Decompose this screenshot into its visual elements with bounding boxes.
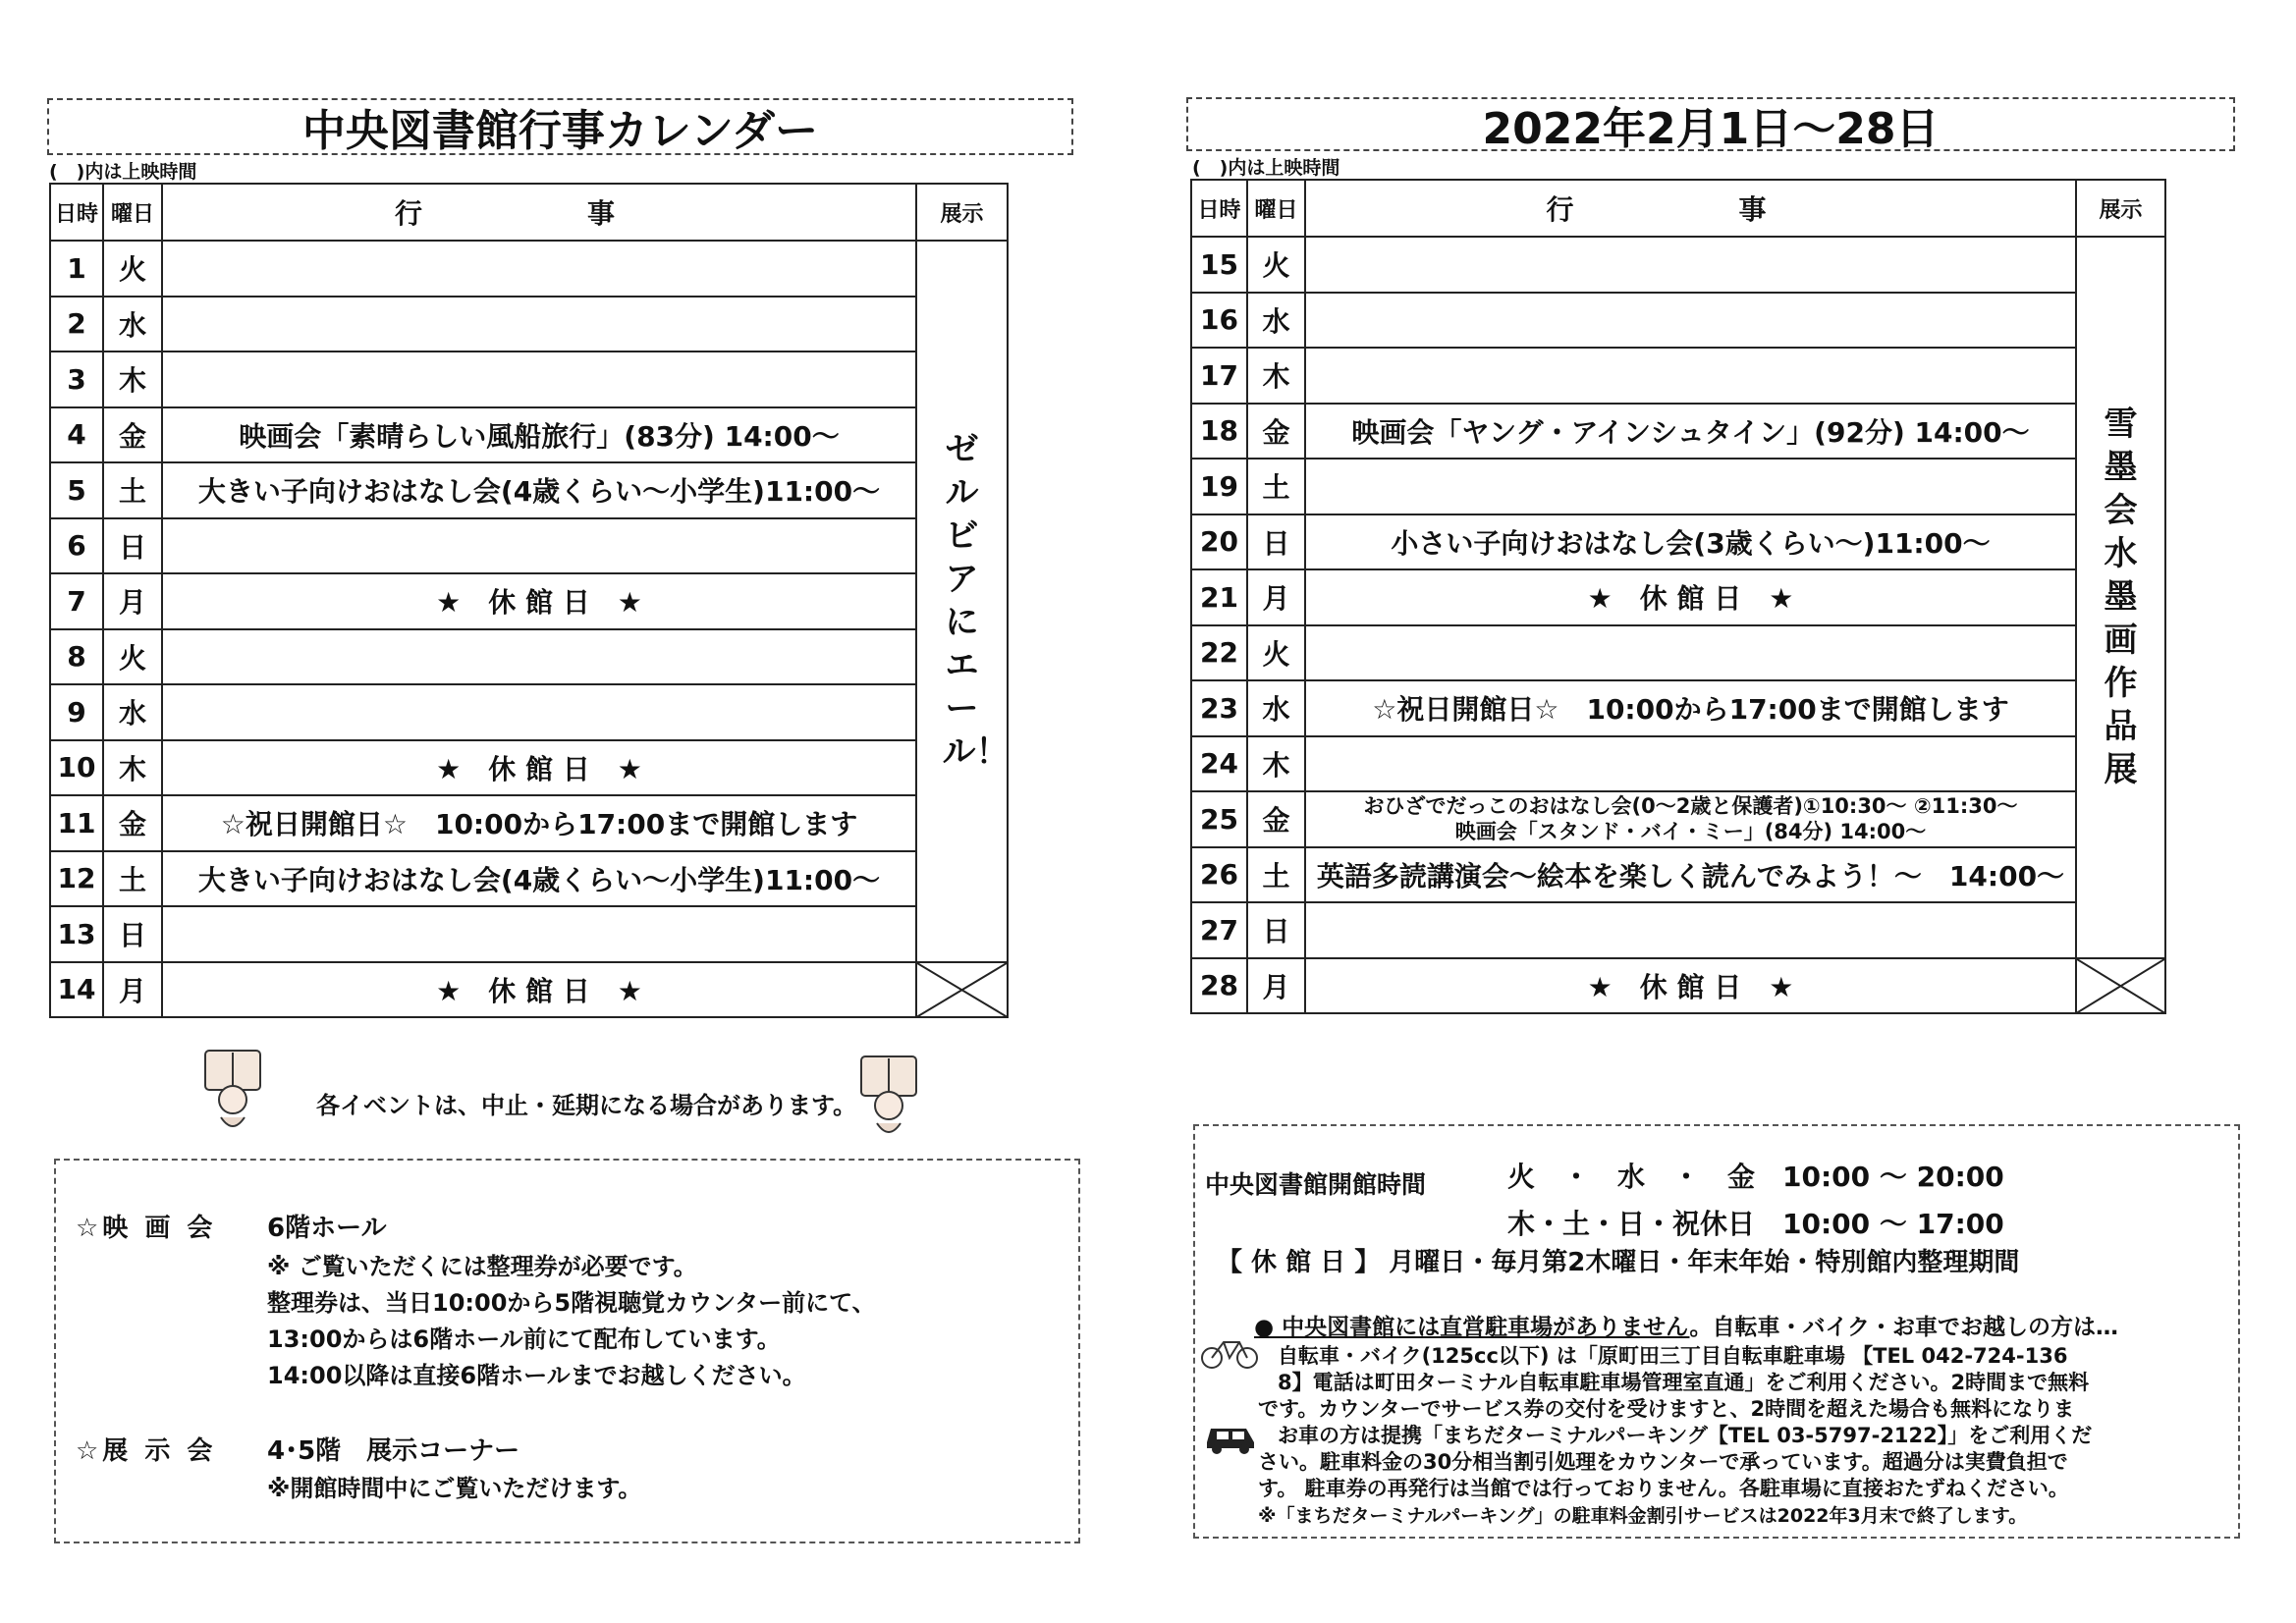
header-exhibit: 展示 bbox=[2076, 180, 2165, 237]
event-cell bbox=[1305, 736, 2076, 792]
header-event: 行 事 bbox=[1305, 180, 2076, 237]
parking-line: 8】電話は町田ターミナル自転車駐車場管理室直通」をご利用ください。2時間まで無料 bbox=[1278, 1371, 2090, 1394]
event-cell: 小さい子向けおはなし会(3歳くらい～)11:00～ bbox=[1305, 514, 2076, 570]
weekday-cell: 金 bbox=[1247, 404, 1305, 460]
right-note: ( )内は上映時間 bbox=[1192, 157, 1340, 179]
weekday-cell: 月 bbox=[1247, 569, 1305, 625]
event-cell: 英語多読講演会～絵本を楽しく読んでみよう！～ 14:00～ bbox=[1305, 847, 2076, 903]
date-cell: 25 bbox=[1191, 791, 1247, 847]
cross-mark-icon bbox=[917, 963, 1007, 1017]
weekday-cell: 木 bbox=[103, 352, 162, 407]
date-cell: 18 bbox=[1191, 404, 1247, 460]
cross-mark-icon bbox=[2077, 959, 2164, 1013]
date-cell: 26 bbox=[1191, 847, 1247, 903]
event-cell bbox=[1305, 625, 2076, 681]
date-cell: 24 bbox=[1191, 736, 1247, 792]
table-row bbox=[50, 297, 1008, 352]
weekday-cell: 土 bbox=[103, 851, 162, 907]
table-row bbox=[50, 851, 1008, 907]
event-notice: 各イベントは、中止・延期になる場合があります。 bbox=[316, 1092, 857, 1119]
weekday-cell: 土 bbox=[103, 462, 162, 518]
date-cell: 12 bbox=[50, 851, 103, 907]
header-date: 日時 bbox=[1191, 180, 1247, 237]
movie-place: 6階ホール bbox=[267, 1214, 387, 1243]
parking-headline bbox=[1254, 1309, 2118, 1341]
closed-days: 【 休 館 日 】 月曜日・毎月第2木曜日・年末年始・特別館内整理期間 bbox=[1217, 1248, 2020, 1277]
exhibit-title: ゼルビアにエール！ bbox=[942, 430, 1010, 773]
hours-label: 中央図書館開館時間 bbox=[1205, 1170, 1427, 1199]
date-cell: 16 bbox=[1191, 293, 1247, 349]
movie-label: ☆映 画 会 bbox=[76, 1214, 217, 1243]
event-cell bbox=[1305, 902, 2076, 958]
weekday-cell: 日 bbox=[1247, 514, 1305, 570]
weekday-cell: 火 bbox=[1247, 237, 1305, 293]
movie-line: 整理券は、当日10:00から5階視聴覚カウンター前にて、 bbox=[267, 1289, 876, 1317]
parking-line: です。カウンターでサービス券の交付を受けますと、2時間を超えた場合も無料になりま bbox=[1258, 1397, 2075, 1421]
crossed-cell bbox=[916, 962, 1008, 1018]
weekday-cell: 日 bbox=[1247, 902, 1305, 958]
left-title bbox=[47, 98, 1073, 155]
weekday-cell: 火 bbox=[1247, 625, 1305, 681]
parking-note: ※「まちだターミナルパーキング」の駐車料金割引サービスは2022年3月末で終了します。 bbox=[1258, 1505, 2028, 1527]
table-row bbox=[1191, 625, 2165, 681]
table-row bbox=[1191, 958, 2165, 1014]
table-row bbox=[1191, 293, 2165, 349]
weekday-cell: 水 bbox=[1247, 680, 1305, 736]
event-cell bbox=[1305, 348, 2076, 404]
table-row bbox=[50, 241, 1008, 297]
weekday-cell: 水 bbox=[1247, 293, 1305, 349]
table-header-row bbox=[1191, 180, 2165, 237]
weekday-cell: 月 bbox=[1247, 958, 1305, 1014]
event-cell bbox=[1305, 293, 2076, 349]
table-row bbox=[50, 352, 1008, 407]
weekday-cell: 水 bbox=[103, 684, 162, 740]
left-info-box bbox=[54, 1159, 1080, 1543]
exhibit-cell bbox=[2076, 237, 2165, 958]
parking-line: 自転車・バイク(125cc以下) は「原町田三丁目自転車駐車場 【TEL 042-724-136 bbox=[1278, 1344, 2068, 1368]
header-event: 行 事 bbox=[162, 184, 916, 241]
event-cell bbox=[162, 684, 916, 740]
right-title-text: 2022年2月1日～28日 bbox=[1482, 103, 1940, 154]
date-cell: 9 bbox=[50, 684, 103, 740]
weekday-cell: 火 bbox=[103, 241, 162, 297]
weekday-cell: 木 bbox=[1247, 736, 1305, 792]
parking-line: す。 駐車券の再発行は当館では行っておりません。各駐車場に直接おたずねください。 bbox=[1258, 1477, 2069, 1500]
date-cell: 3 bbox=[50, 352, 103, 407]
event-cell bbox=[162, 241, 916, 297]
date-cell: 22 bbox=[1191, 625, 1247, 681]
date-cell: 5 bbox=[50, 462, 103, 518]
date-cell: 27 bbox=[1191, 902, 1247, 958]
event-line: おひざでだっこのおはなし会(0～2歳と保護者)①10:30～ ②11:30～ bbox=[1363, 794, 2018, 819]
weekday-cell: 火 bbox=[103, 629, 162, 685]
parking-line: お車の方は提携「まちだターミナルパーキング【TEL 03-5797-2122】」をご利用くだ bbox=[1278, 1424, 2093, 1447]
table-row bbox=[50, 518, 1008, 574]
header-dow: 曜日 bbox=[103, 184, 162, 241]
table-row bbox=[1191, 847, 2165, 903]
event-cell: ★ 休 館 日 ★ bbox=[162, 740, 916, 796]
event-cell: 大きい子向けおはなし会(4歳くらい～小学生)11:00～ bbox=[162, 851, 916, 907]
date-cell: 10 bbox=[50, 740, 103, 796]
event-cell bbox=[162, 352, 916, 407]
table-row bbox=[1191, 902, 2165, 958]
right-calendar-table bbox=[1190, 179, 2166, 1014]
exhibit-cell bbox=[916, 241, 1008, 962]
weekday-cell: 木 bbox=[103, 740, 162, 796]
weekday-cell: 木 bbox=[1247, 348, 1305, 404]
date-cell: 17 bbox=[1191, 348, 1247, 404]
weekday-cell: 土 bbox=[1247, 847, 1305, 903]
table-row bbox=[50, 795, 1008, 851]
right-title bbox=[1186, 97, 2235, 154]
table-header-row bbox=[50, 184, 1008, 241]
event-cell: ★ 休 館 日 ★ bbox=[162, 962, 916, 1018]
hours-line2: 木・土・日・祝休日 10:00 ～ 17:00 bbox=[1507, 1208, 2004, 1240]
bicycle-icon bbox=[1200, 1332, 1259, 1372]
car-icon bbox=[1203, 1421, 1258, 1454]
table-row bbox=[1191, 736, 2165, 792]
date-cell: 1 bbox=[50, 241, 103, 297]
exhibit-line: ※開館時間中にご覧いただけます。 bbox=[267, 1475, 642, 1502]
event-cell: ☆祝日開館日☆ 10:00から17:00まで開館します bbox=[1305, 680, 2076, 736]
table-row bbox=[50, 629, 1008, 685]
parking-line: さい。駐車料金の30分相当割引処理をカウンターで承っています。超過分は実費負担で bbox=[1258, 1450, 2068, 1474]
weekday-cell: 月 bbox=[103, 962, 162, 1018]
date-cell: 8 bbox=[50, 629, 103, 685]
weekday-cell: 水 bbox=[103, 297, 162, 352]
event-cell: ★ 休 館 日 ★ bbox=[1305, 958, 2076, 1014]
event-cell: 大きい子向けおはなし会(4歳くらい～小学生)11:00～ bbox=[162, 462, 916, 518]
left-calendar-table bbox=[49, 183, 1009, 1018]
event-cell bbox=[162, 518, 916, 574]
right-info-box bbox=[1193, 1124, 2240, 1539]
table-row bbox=[1191, 680, 2165, 736]
date-cell: 21 bbox=[1191, 569, 1247, 625]
crossed-cell bbox=[2076, 958, 2165, 1014]
parking-headline-rest: 。自転車・バイク・お車でお越しの方は… bbox=[1689, 1315, 2119, 1340]
table-row bbox=[1191, 514, 2165, 570]
header-exhibit: 展示 bbox=[916, 184, 1008, 241]
event-cell bbox=[162, 297, 916, 352]
date-cell: 7 bbox=[50, 573, 103, 629]
weekday-cell: 土 bbox=[1247, 459, 1305, 514]
table-row bbox=[1191, 791, 2165, 847]
table-row bbox=[1191, 404, 2165, 460]
table-row bbox=[50, 684, 1008, 740]
event-cell: ★ 休 館 日 ★ bbox=[162, 573, 916, 629]
event-cell: ★ 休 館 日 ★ bbox=[1305, 569, 2076, 625]
event-cell: 映画会「ヤング・アインシュタイン」(92分) 14:00～ bbox=[1305, 404, 2076, 460]
event-cell bbox=[162, 629, 916, 685]
table-row bbox=[1191, 459, 2165, 514]
event-cell bbox=[1305, 237, 2076, 293]
date-cell: 20 bbox=[1191, 514, 1247, 570]
left-title-text: 中央図書館行事カレンダー bbox=[301, 106, 819, 156]
exhibit-title: 雪墨会 水墨画作品展 bbox=[2104, 405, 2138, 790]
table-row bbox=[50, 462, 1008, 518]
movie-line: ※ ご覧いただくには整理券が必要です。 bbox=[267, 1253, 697, 1280]
date-cell: 23 bbox=[1191, 680, 1247, 736]
date-cell: 2 bbox=[50, 297, 103, 352]
movie-line: 14:00以降は直接6階ホールまでお越しください。 bbox=[267, 1362, 806, 1389]
table-row bbox=[1191, 348, 2165, 404]
event-cell: ☆祝日開館日☆ 10:00から17:00まで開館します bbox=[162, 795, 916, 851]
table-row bbox=[1191, 569, 2165, 625]
date-cell: 28 bbox=[1191, 958, 1247, 1014]
date-cell: 6 bbox=[50, 518, 103, 574]
table-row bbox=[50, 906, 1008, 962]
exhibit-label: ☆展 示 会 bbox=[76, 1436, 217, 1466]
weekday-cell: 月 bbox=[103, 573, 162, 629]
exhibit-place: 4･5階 展示コーナー bbox=[267, 1436, 520, 1466]
date-cell: 4 bbox=[50, 407, 103, 463]
date-cell: 15 bbox=[1191, 237, 1247, 293]
left-note: ( )内は上映時間 bbox=[49, 161, 197, 183]
date-cell: 13 bbox=[50, 906, 103, 962]
header-dow: 曜日 bbox=[1247, 180, 1305, 237]
table-row bbox=[50, 573, 1008, 629]
table-row bbox=[50, 740, 1008, 796]
date-cell: 19 bbox=[1191, 459, 1247, 514]
weekday-cell: 日 bbox=[103, 518, 162, 574]
parking-headline-emph: ● 中央図書館には直営駐車場がありません bbox=[1254, 1315, 1690, 1340]
header-date: 日時 bbox=[50, 184, 103, 241]
event-cell bbox=[162, 906, 916, 962]
table-row bbox=[1191, 237, 2165, 293]
hours-line1: 火 ・ 水 ・ 金 10:00 ～ 20:00 bbox=[1507, 1161, 2004, 1193]
book-mascot-icon bbox=[857, 1055, 920, 1143]
weekday-cell: 金 bbox=[103, 407, 162, 463]
table-row bbox=[50, 407, 1008, 463]
event-cell bbox=[1305, 459, 2076, 514]
book-mascot-icon bbox=[201, 1049, 264, 1137]
weekday-cell: 日 bbox=[103, 906, 162, 962]
date-cell: 11 bbox=[50, 795, 103, 851]
event-line: 映画会「スタンド・バイ・ミー」(84分) 14:00～ bbox=[1454, 820, 1927, 844]
weekday-cell: 金 bbox=[1247, 791, 1305, 847]
event-cell bbox=[1305, 791, 2076, 847]
movie-line: 13:00からは6階ホール前にて配布しています。 bbox=[267, 1325, 781, 1353]
table-row bbox=[50, 962, 1008, 1018]
date-cell: 14 bbox=[50, 962, 103, 1018]
event-cell: 映画会「素晴らしい風船旅行」(83分) 14:00～ bbox=[162, 407, 916, 463]
weekday-cell: 金 bbox=[103, 795, 162, 851]
